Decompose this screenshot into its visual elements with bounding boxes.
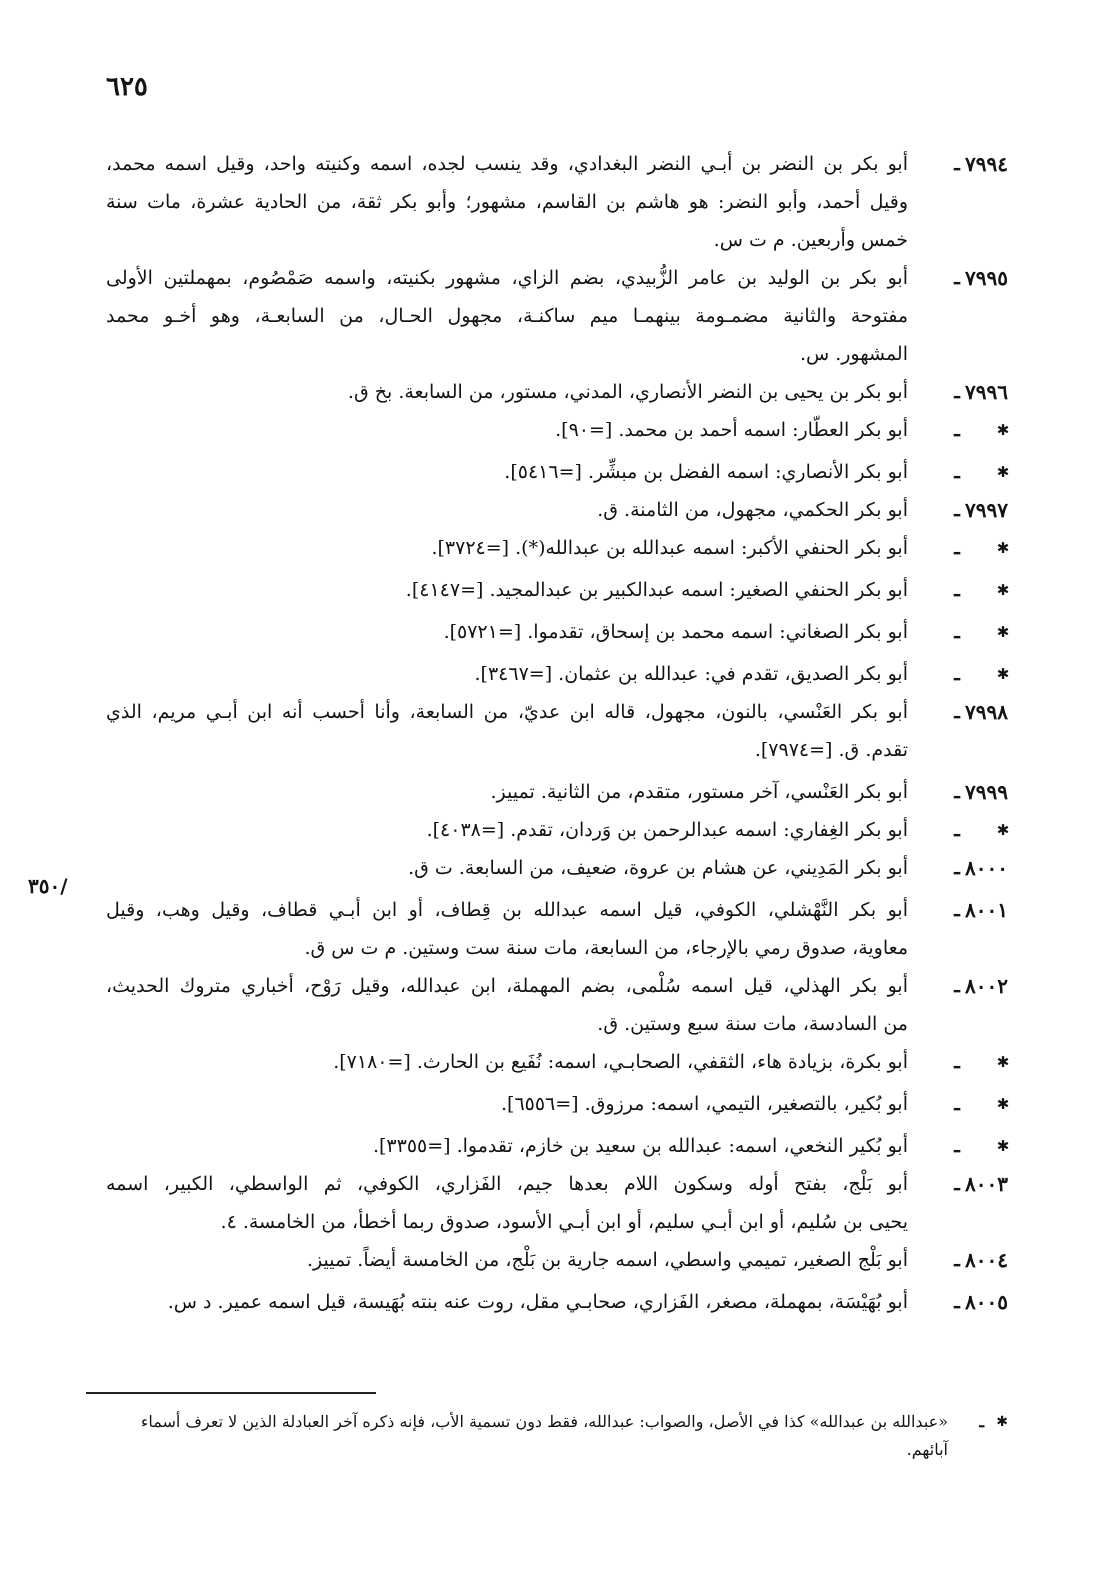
entry-continuation-line: [106, 221, 1008, 259]
cross-reference-line: [106, 453, 1008, 491]
dash-icon: ـ: [954, 701, 960, 723]
entry-text: أبو بكر العطّار: اسمه أحمد بن محمد. [=٩٠].: [555, 419, 908, 441]
entry-number: ٧٩٩٩: [965, 780, 1008, 804]
dash-icon: ـ: [954, 1249, 960, 1271]
entry-text: معاوية، صدوق رمي بالإرجاء، من السابعة، مات سنة ست وستين. م ت س ق.: [304, 937, 908, 959]
footnote-separator: [86, 1392, 376, 1394]
entry-text: أبو بكر النَّهْشلي، الكوفي، قيل اسمه عبدالله بن قِطاف، أو ابن أبـي قطاف، وقيل وهب، وقيل: [106, 899, 908, 921]
dash-icon: ـ: [954, 579, 960, 601]
entry-text: المشهور. س.: [799, 343, 908, 365]
asterisk-icon: ✱: [996, 581, 1010, 599]
footnote-line: [106, 1408, 1008, 1436]
entry-continuation-line: [106, 183, 1008, 221]
asterisk-icon: ✱: [996, 1053, 1010, 1071]
entry-first-line: [106, 1165, 1008, 1203]
entry-number: ٨٠٠٤: [965, 1248, 1008, 1272]
entry-text: أبو بكر العَنْسي، بالنون، مجهول، قاله ابن عديّ، من السابعة، وأنا أحسب أنه ابن أبـي مريم، الذي: [106, 701, 908, 723]
cross-reference-line: [106, 411, 1008, 449]
cross-reference-line: [106, 655, 1008, 693]
entry-number: ٨٠٠٥: [965, 1290, 1008, 1314]
cross-reference-line: [106, 1043, 1008, 1081]
entry-text: يحيى بن سُليم، أو ابن أبـي سليم، أو ابن أبـي الأسود، صدوق ربما أخطأ، من الخامسة. ٤.: [220, 1211, 908, 1233]
entry-text: أبو بُكير النخعي، اسمه: عبدالله بن سعيد بن خازم، تقدموا. [=٣٣٥٥].: [372, 1135, 908, 1157]
footnote: [106, 1408, 1008, 1464]
entry-first-line: [106, 967, 1008, 1005]
entry-text: تقدم. ق. [=٧٩٧٤].: [754, 739, 908, 761]
entry-text: أبو بكر الصديق، تقدم في: عبدالله بن عثمان. [=٣٤٦٧].: [474, 663, 908, 685]
asterisk-icon: ✱: [996, 1414, 1008, 1430]
dash-icon: ـ: [954, 381, 960, 403]
entry-text: أبو بكر بن النضر بن أبـي النضر البغدادي، وقد ينسب لجده، اسمه وكنيته واحد، وقيل اسمه محمد،: [106, 153, 908, 175]
dash-icon: ـ: [954, 781, 960, 803]
entry-first-line: [106, 773, 1008, 811]
asterisk-icon: ✱: [996, 463, 1010, 481]
asterisk-icon: ✱: [996, 1137, 1010, 1155]
entry-first-line: [106, 1283, 1008, 1321]
cross-reference-line: [106, 811, 1008, 849]
entry-number: ٨٠٠٢: [965, 974, 1008, 998]
entry-text: أبو بَلْج، بفتح أوله وسكون اللام بعدها جيم، الفَزاري، الكوفي، ثم الواسطي، الكبير، اسمه: [106, 1173, 908, 1195]
entry-number: ٨٠٠١: [965, 898, 1008, 922]
asterisk-icon: ✱: [996, 623, 1010, 641]
entry-text: من السادسة، مات سنة سبع وستين. ق.: [597, 1013, 908, 1035]
entry-text: أبو بكر الحكمي، مجهول، من الثامنة. ق.: [597, 499, 908, 521]
entry-number: ٧٩٩٨: [965, 700, 1008, 724]
cross-reference-line: [106, 529, 1008, 567]
dash-icon: ـ: [954, 153, 960, 175]
entry-continuation-line: [106, 335, 1008, 373]
footnote-text: آبائهم.: [906, 1440, 948, 1459]
asterisk-icon: ✱: [996, 539, 1010, 557]
dash-icon: ـ: [954, 1173, 960, 1195]
dash-icon: ـ: [954, 537, 960, 559]
entry-text: أبو بكر الأنصاري: اسمه الفضل بن مبشِّر. [=٥٤١٦].: [504, 461, 908, 483]
entry-first-line: [106, 693, 1008, 731]
entry-number: ٨٠٠٣: [965, 1172, 1008, 1196]
cross-reference-line: [106, 613, 1008, 651]
dash-icon: ـ: [954, 857, 960, 879]
cross-reference-line: [106, 1127, 1008, 1165]
dash-icon: ـ: [954, 461, 960, 483]
asterisk-icon: ✱: [996, 821, 1010, 839]
footnote-text: «عبدالله بن عبدالله» كذا في الأصل، والصواب: عبدالله، فقط دون تسمية الأب، فإنه ذكره آخر العبادلة الذين لا تعرف أسماء: [140, 1412, 948, 1431]
entry-continuation-line: [106, 1203, 1008, 1241]
entry-text: أبو بكر بن يحيى بن النضر الأنصاري، المدني، مستور، من السابعة. بخ ق.: [347, 381, 908, 403]
entry-text: أبو بكرة، بزيادة هاء، الثقفي، الصحابـي، اسمه: نُفَيع بن الحارث. [=٧١٨٠].: [333, 1051, 908, 1073]
entry-first-line: [106, 259, 1008, 297]
dash-icon: ـ: [954, 975, 960, 997]
entry-continuation-line: [106, 297, 1008, 335]
entry-number: ٧٩٩٤: [965, 152, 1008, 176]
dash-icon: ـ: [954, 267, 960, 289]
asterisk-icon: ✱: [996, 421, 1010, 439]
entry-first-line: [106, 373, 1008, 411]
margin-page-reference: /٣٥٠: [28, 874, 68, 898]
biography-entries: [106, 145, 1008, 1321]
footnote-line: [106, 1436, 1008, 1464]
asterisk-icon: ✱: [996, 665, 1010, 683]
entry-continuation-line: [106, 929, 1008, 967]
entry-text: أبو بكر الحنفي الصغير: اسمه عبدالكبير بن عبدالمجيد. [=٤١٤٧].: [405, 579, 908, 601]
dash-icon: ـ: [954, 1093, 960, 1115]
entry-first-line: [106, 491, 1008, 529]
entry-text: أبو بُهَيْسَة، بمهملة، مصغر، الفَزاري، صحابـي مقل، روت عنه بنته بُهَيسة، قيل اسمه عمير. د س.: [167, 1291, 908, 1313]
dash-icon: ـ: [954, 663, 960, 685]
dash-icon: ـ: [954, 621, 960, 643]
dash-icon: ـ: [954, 1135, 960, 1157]
dash-icon: ـ: [954, 899, 960, 921]
dash-icon: ـ: [954, 1291, 960, 1313]
entry-first-line: [106, 1241, 1008, 1279]
entry-number: ٧٩٩٦: [965, 380, 1008, 404]
entry-text: أبو بكر الصغاني: اسمه محمد بن إسحاق، تقدموا. [=٥٧٢١].: [443, 621, 908, 643]
cross-reference-line: [106, 571, 1008, 609]
entry-first-line: [106, 145, 1008, 183]
entry-continuation-line: [106, 731, 1008, 769]
entry-text: أبو بكر الغِفاري: اسمه عبدالرحمن بن وَردان، تقدم. [=٤٠٣٨].: [426, 819, 908, 841]
entry-first-line: [106, 891, 1008, 929]
cross-reference-line: [106, 1085, 1008, 1123]
entry-text: أبو بُكير، بالتصغير، التيمي، اسمه: مرزوق. [=٦٥٥٦].: [500, 1093, 908, 1115]
entry-text: أبو بَلْج الصغير، تميمي واسطي، اسمه جارية بن بَلْج، من الخامسة أيضاً. تمييز.: [306, 1249, 908, 1271]
dash-icon: ـ: [954, 499, 960, 521]
entry-text: أبو بكر الهذلي، قيل اسمه سُلْمى، بضم المهملة، ابن عبدالله، وقيل رَوْح، أخباري متروك الحديث،: [106, 975, 908, 997]
entry-text: أبو بكر بن الوليد بن عامر الزُّبيدي، بضم الزاي، مشهور بكنيته، واسمه صَمْصُوم، بمهملتين الأولى: [106, 267, 908, 289]
entry-text: أبو بكر المَدِيني، عن هشام بن عروة، ضعيف، من السابعة. ت ق.: [408, 857, 908, 879]
page-number: ٦٢٥: [106, 72, 148, 102]
entry-continuation-line: [106, 1005, 1008, 1043]
asterisk-icon: ✱: [996, 1095, 1010, 1113]
entry-text: أبو بكر العَنْسي، آخر مستور، متقدم، من الثانية. تمييز.: [490, 781, 908, 803]
dash-icon: ـ: [954, 819, 960, 841]
entry-number: ٧٩٩٧: [965, 498, 1008, 522]
dash-icon: ـ: [954, 419, 960, 441]
entry-text: مفتوحة والثانية مضمـومة بينهمـا ميم ساكنـة، مجهول الحـال، من السابعـة، وهو أخـو محمد: [106, 305, 908, 327]
dash-icon: ـ: [979, 1412, 984, 1431]
entry-text: أبو بكر الحنفي الأكبر: اسمه عبدالله بن عبدالله(*). [=٣٧٢٤].: [431, 537, 908, 559]
entry-number: ٨٠٠٠: [965, 856, 1008, 880]
entry-number: ٧٩٩٥: [965, 266, 1008, 290]
entry-text: خمس وأربعين. م ت س.: [713, 229, 908, 251]
dash-icon: ـ: [954, 1051, 960, 1073]
entry-text: وقيل أحمد، وأبو النضر: هو هاشم بن القاسم، مشهور؛ وأبو بكر ثقة، من الحادية عشرة، مات سنة: [106, 191, 908, 213]
entry-first-line: [106, 849, 1008, 887]
